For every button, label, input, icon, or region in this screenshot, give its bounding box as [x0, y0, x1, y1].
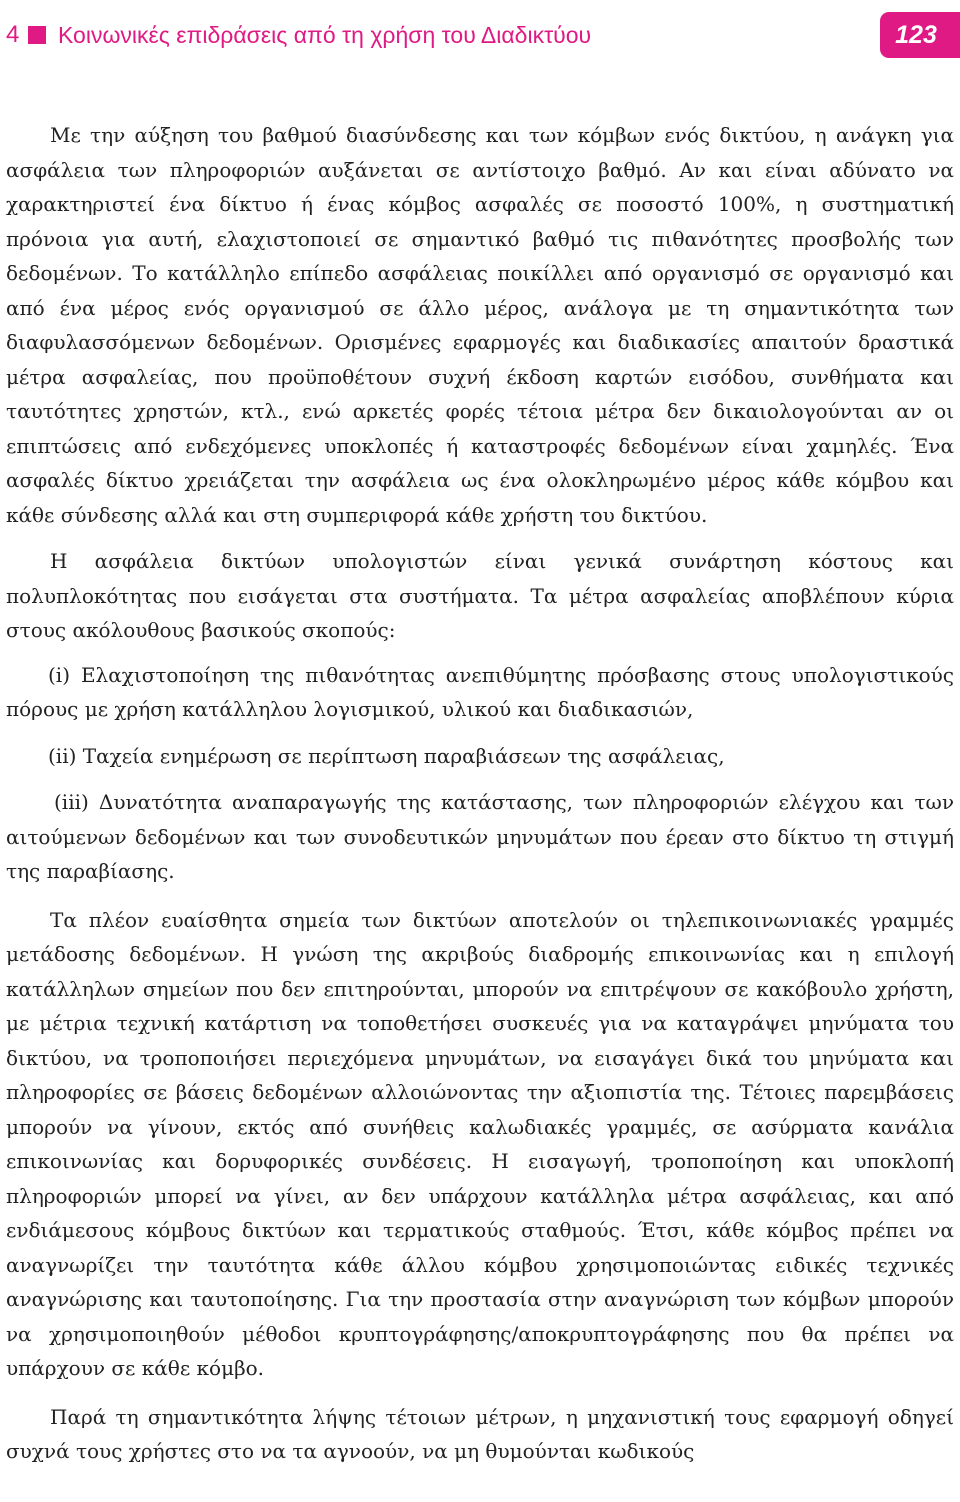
page-number-tab — [880, 12, 960, 58]
list-item: (i) Ελαχιστοποίηση της πιθανότητας ανεπιθύμητης πρόσβασης στους υπολογιστικούς πόρους με χρήση κατάλληλου λογισμικού, υλικού και διαδικασιών, — [6, 662, 954, 721]
list-item: (ii) Ταχεία ενημέρωση σε περίπτωση παραβιάσεων της ασφάλειας, — [48, 743, 725, 768]
list-item: (iii) Δυνατότητα αναπαραγωγής της κατάστασης, των πληροφοριών ελέγχου και των αιτούμενων δεδομένων και των συνοδευτικών μηνυμάτων που έρεαν στο δίκτυο τη στιγμή της παραβίασης. — [6, 790, 954, 883]
paragraph: Η ασφάλεια δικτύων υπολογιστών είναι γενικά συνάρτηση κόστους και πολυπλοκότητας που εισάγεται στα συστήματα. Τα μέτρα ασφαλείας αποβλέπουν κύρια στους ακόλουθους βασικούς σκοπούς: — [6, 549, 954, 642]
paragraph: Με την αύξηση του βαθμού διασύνδεσης και των κόμβων ενός δικτύου, η ανάγκη για ασφάλεια των πληροφοριών αυξάνεται σε αντίστοιχο βαθμό. Αν και είναι αδύνατο να χαρακτηριστεί ένα δίκτυο ή ένας κόμβος ασφαλές σε ποσοστό 100%, η συστηματική πρόνοια για αυτή, ελαχιστοποιεί σε σημαντικό βαθμό τις πιθανότητες προσβολής των δεδομένων. Το κατάλληλο επίπεδο ασφάλειας ποικίλλει από οργανισμό σε οργανισμό και από ένα μέρος ενός οργανισμού σε άλλο μέρος, ανάλογα με τη σημαντικότητα των διαφυλασσόμενων δεδομένων. Ορισμένες εφαρμογές και διαδικασίες απαιτούν δραστικά μέτρα ασφαλείας, που προϋποθέτουν συχνή έκδοση καρτών εισόδου, συνθήματα και ταυτότητες χρηστών, κτλ., ενώ αρκετές φορές τέτοια μέτρα δεν δικαιολογούνται αν οι επιπτώσεις από ενδεχόμενες υποκλοπές ή καταστροφές δεδομένων είναι χαμηλές. Ένα ασφαλές δίκτυο χρειάζεται την ασφάλεια ως ένα ολοκληρωμένο μέρος κάθε κόμβου και κάθε σύνδεσης αλλά και στη συμπεριφορά κάθε χρήστη του δικτύου. — [6, 123, 954, 527]
page-number: 123 — [895, 21, 937, 49]
page-header — [0, 12, 960, 58]
paragraph: Παρά τη σημαντικότητα λήψης τέτοιων μέτρων, η μηχανιστική τους εφαρμογή οδηγεί συχνά τους χρήστες στο να τα αγνοούν, να μη θυμούνται κωδικούς — [6, 1404, 954, 1463]
chapter-number: 4 — [6, 21, 20, 48]
body-text — [6, 118, 954, 1469]
chapter-marker-square — [28, 26, 46, 44]
chapter-title: Κοινωνικές επιδράσεις από τη χρήση του Διαδικτύου — [58, 22, 592, 48]
paragraph: Τα πλέον ευαίσθητα σημεία των δικτύων αποτελούν οι τηλεπικοινωνιακές γραμμές μετάδοσης δεδομένων. Η γνώση της ακριβούς διαδρομής επικοινωνίας και η επιλογή κατάλληλων σημείων που δεν επιτηρούνται, μπορούν να επιτρέψουν σε κακόβουλο χρήστη, με μέτρια τεχνική κατάρτιση να τοποθετήσει συσκευές για να καταγράψει μηνύματα του δικτύου, να τροποποιήσει περιεχόμενα μηνυμάτων, να εισαγάγει δικά του μηνύματα και πληροφορίες σε βάσεις δεδομένων αλλοιώνοντας την αξιοπιστία της. Τέτοιες παρεμβάσεις μπορούν να γίνουν, εκτός από συνήθεις καλωδιακές γραμμές, σε ασύρματα κανάλια επικοινωνίας και δορυφορικές συνδέσεις. Η εισαγωγή, τροποποίηση και υποκλοπή πληροφοριών μπορεί να γίνει, αν δεν υπάρχουν κατάλληλα μέτρα ασφάλειας, και από ενδιάμεσους κόμβους δικτύων και τερματικούς σταθμούς. Έτσι, κάθε κόμβος πρέπει να αναγνωρίζει την ταυτότητα κάθε άλλου κόμβου χρησιμοποιώντας ειδικές τεχνικές αναγνώρισης και ταυτοποίησης. Για την προστασία στην αναγνώριση των κόμβων μπορούν να χρησιμοποιηθούν μέθοδοι κρυπτογράφησης/αποκρυπτογράφησης που θα πρέπει να υπάρχουν σε κάθε κόμβο. — [6, 907, 954, 1380]
